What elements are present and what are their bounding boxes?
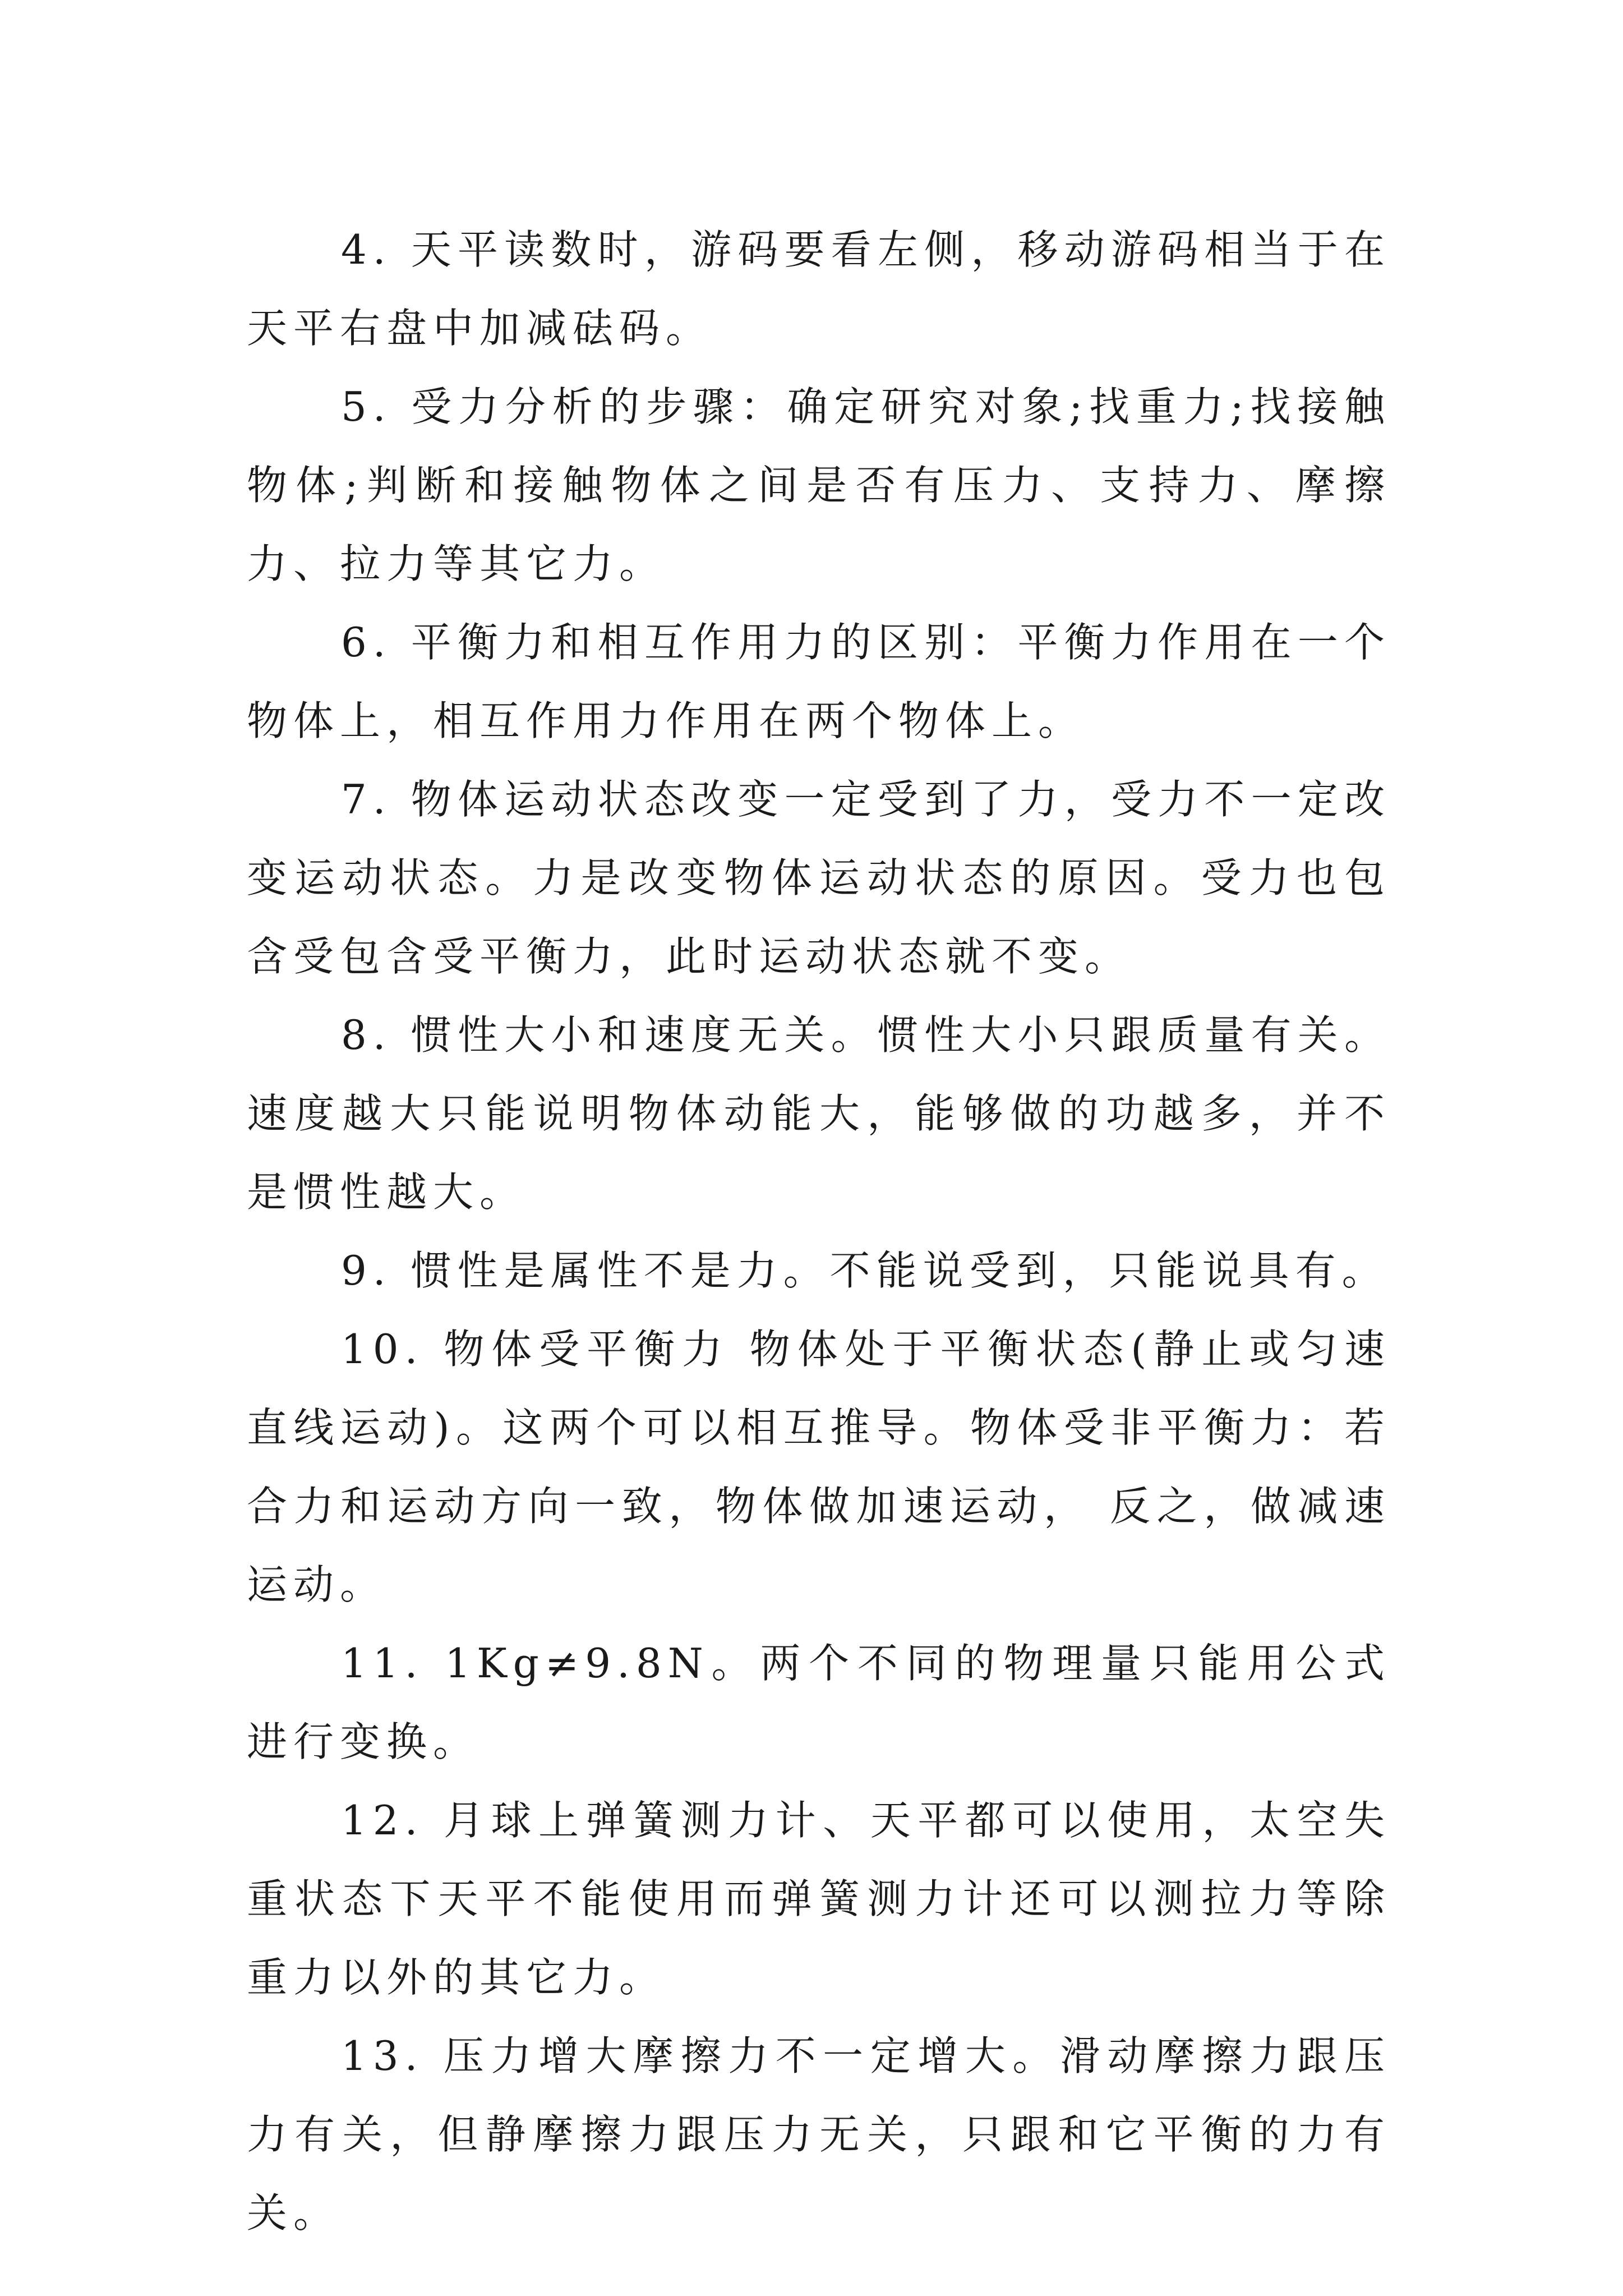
paragraph-11: 11. 1Kg≠9.8N。两个不同的物理量只能用公式进行变换。 [247,1640,1391,1765]
paragraph-10: 10. 物体受平衡力 物体处于平衡状态(静止或匀速直线运动)。这两个可以相互推导。物体受非平衡力：若合力和运动方向一致，物体做加速运动， 反之，做减速运动。 [247,1326,1391,1608]
paragraph-13: 13. 压力增大摩擦力不一定增大。滑动摩擦力跟压力有关，但静摩擦力跟压力无关，只跟和它平衡的力有关。 [247,2032,1391,2237]
paragraph-4: 4. 天平读数时，游码要看左侧，移动游码相当于在天平右盘中加减砝码。 [247,226,1391,352]
paragraph-12: 12. 月球上弹簧测力计、天平都可以使用，太空失重状态下天平不能使用而弹簧测力计还可以测拉力等除重力以外的其它力。 [247,1797,1391,2001]
paragraph-9: 9. 惯性是属性不是力。不能说受到，只能说具有。 [341,1247,1389,1294]
paragraph-8: 8. 惯性大小和速度无关。惯性大小只跟质量有关。速度越大只能说明物体动能大，能够做的功越多，并不是惯性越大。 [247,1011,1391,1216]
document-body [247,210,1391,2252]
paragraph-6: 6. 平衡力和相互作用力的区别：平衡力作用在一个物体上，相互作用力作用在两个物体上。 [247,619,1391,744]
paragraph-5: 5. 受力分析的步骤：确定研究对象;找重力;找接触物体;判断和接触物体之间是否有压力、支持力、摩擦力、拉力等其它力。 [247,383,1391,587]
paragraph-7: 7. 物体运动状态改变一定受到了力，受力不一定改变运动状态。力是改变物体运动状态的原因。受力也包含受包含受平衡力，此时运动状态就不变。 [247,776,1391,980]
